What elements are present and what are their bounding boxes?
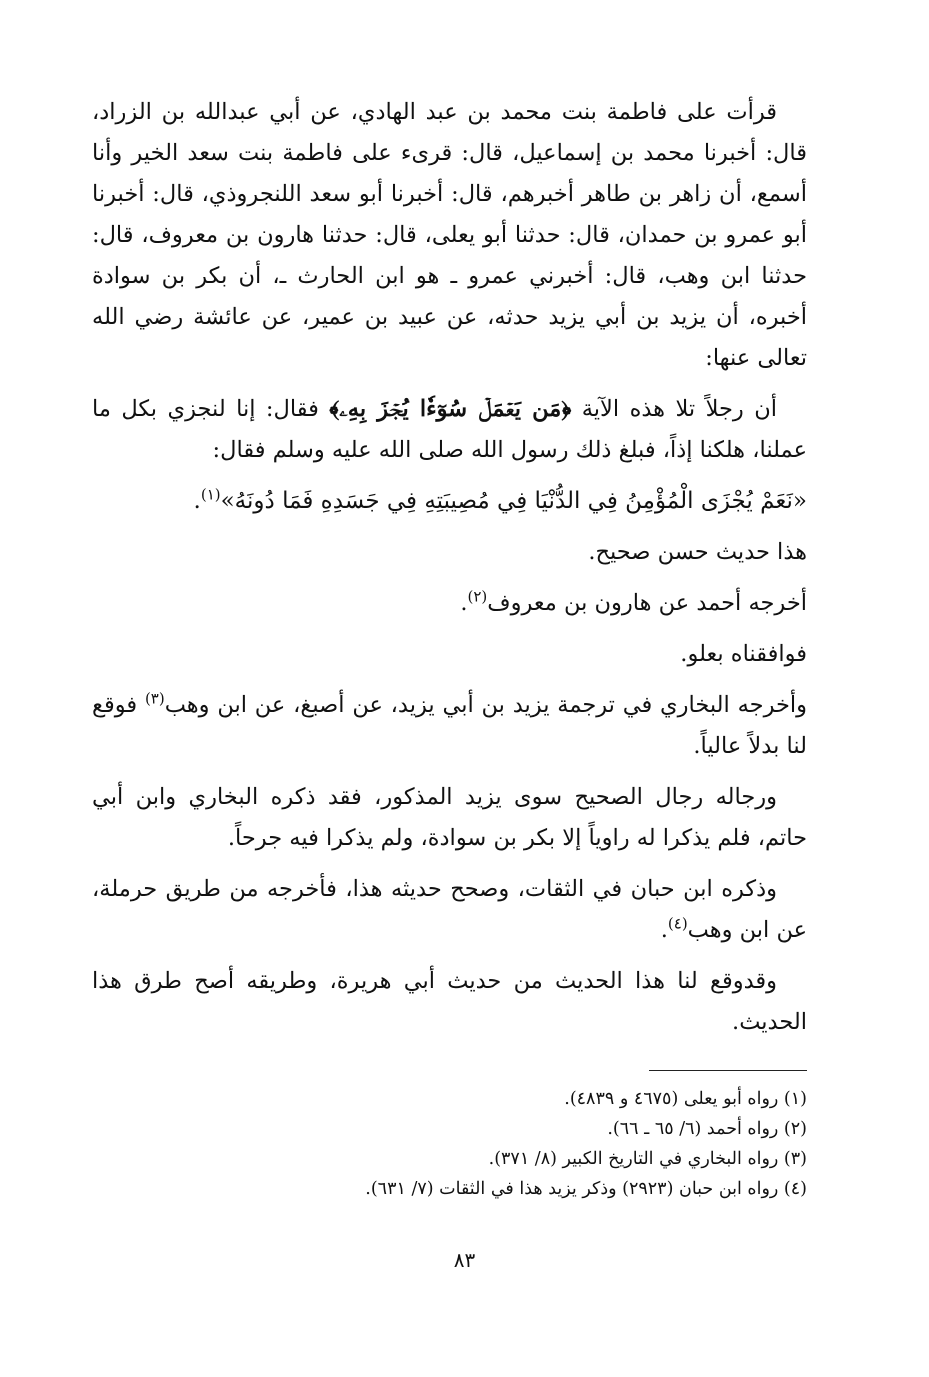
isnad-paragraph: قرأت على فاطمة بنت محمد بن عبد الهادي، عن أبي عبدالله بن الزراد، قال: أخبرنا محمد بن إسماعيل، قال: قرىء على فاطمة بنت سعد الخير وأنا أسمع، أن زاهر بن طاهر أخبرهم، قال: أخبرنا أبو سعد اللنجروذي، قال: أخبرنا أبو عمرو بن حمدان، قال: حدثنا أبو يعلى، قال: حدثنا هارون بن معروف، قال: حدثنا ابن وهب، قال: أخبرني عمرو ـ هو ابن الحارث ـ، أن بكر بن سوادة أخبره، أن يزيد بن أبي يزيد حدثه، عن عبيد بن عمير، عن عائشة رضي الله تعالى عنها: (92, 99, 807, 371)
matn-before: أن رجلاً تلا هذه الآية (581, 396, 777, 422)
page-number: ٨٣ (453, 1248, 476, 1272)
footnote-3: (٣) رواه البخاري في التاريخ الكبير (٨/ ٣٧١). (488, 1149, 807, 1169)
hadith-end-dot: . (193, 488, 201, 514)
closing-paragraph: وقدوقع لنا هذا الحديث من حديث أبي هريرة، وطريقه أصح طرق هذا الحديث. (92, 968, 807, 1035)
footnotes (92, 1084, 807, 1204)
hadith-paragraph (92, 481, 807, 522)
bukhari-text-2: فوقع لنا بدلاً عالياً. (92, 692, 807, 759)
rijal-paragraph: ورجاله رجال الصحيح سوى يزيد المذكور، فقد ذكره البخاري وابن أبي حاتم، فلم يذكرا له راوياً إلا بكر بن سوادة، ولم يذكرا فيه جرحاً. (92, 784, 807, 851)
footnote-1: (١) رواه أبو يعلى (٤٦٧٥ و ٤٨٣٩). (564, 1089, 807, 1109)
ibn-hibban-text: وذكره ابن حبان في الثقات، وصحح حديثه هذا، فأخرجه من طريق حرملة، عن ابن وهب (92, 876, 807, 943)
ibn-hibban-paragraph (92, 869, 807, 951)
footnote-ref-4: (٤) (667, 914, 688, 933)
footnote-ref-3: (٣) (144, 689, 165, 708)
footnote-ref-1: (١) (200, 485, 221, 504)
quran-verse: ﴿مَن يَعۡمَلۡ سُوٓءٗا يُجۡزَ بِهِۦ﴾ (329, 396, 572, 422)
bukhari-text: وأخرجه البخاري في ترجمة يزيد بن أبي يزيد، عن أصبغ، عن ابن وهب (164, 692, 808, 718)
matn-after: فقال: إنا لنجزي بكل ما عملنا، هلكنا إذاً، فبلغ ذلك رسول الله صلى الله عليه وسلم فقال: (92, 396, 807, 463)
ahmad-paragraph (92, 583, 807, 624)
bukhari-paragraph (92, 685, 807, 767)
hadith-text: «نَعَمْ يُجْزَى الْمُؤْمِنُ فِي الدُّنْيَا فِي مُصِيبَتِهِ فِي جَسَدِهِ فَمَا دُونَهُ» (220, 488, 807, 514)
ahmad-end-dot: . (460, 590, 468, 616)
footnote-4: (٤) رواه ابن حبان (٢٩٢٣) وذكر يزيد هذا في الثقات (٧/ ٦٣١). (365, 1179, 807, 1199)
main-text (92, 92, 807, 1043)
footnote-ref-2: (٢) (467, 587, 488, 606)
footnote-divider (649, 1070, 807, 1071)
ahmad-text: أخرجه أحمد عن هارون بن معروف (487, 590, 807, 616)
grade-paragraph: هذا حديث حسن صحيح. (588, 539, 807, 565)
footnote-2: (٢) رواه أحمد (٦/ ٦٥ ـ ٦٦). (607, 1119, 807, 1139)
matn-paragraph (92, 389, 807, 471)
uluww-paragraph: فوافقناه بعلو. (680, 641, 807, 667)
ibn-hibban-end-dot: . (660, 917, 668, 943)
